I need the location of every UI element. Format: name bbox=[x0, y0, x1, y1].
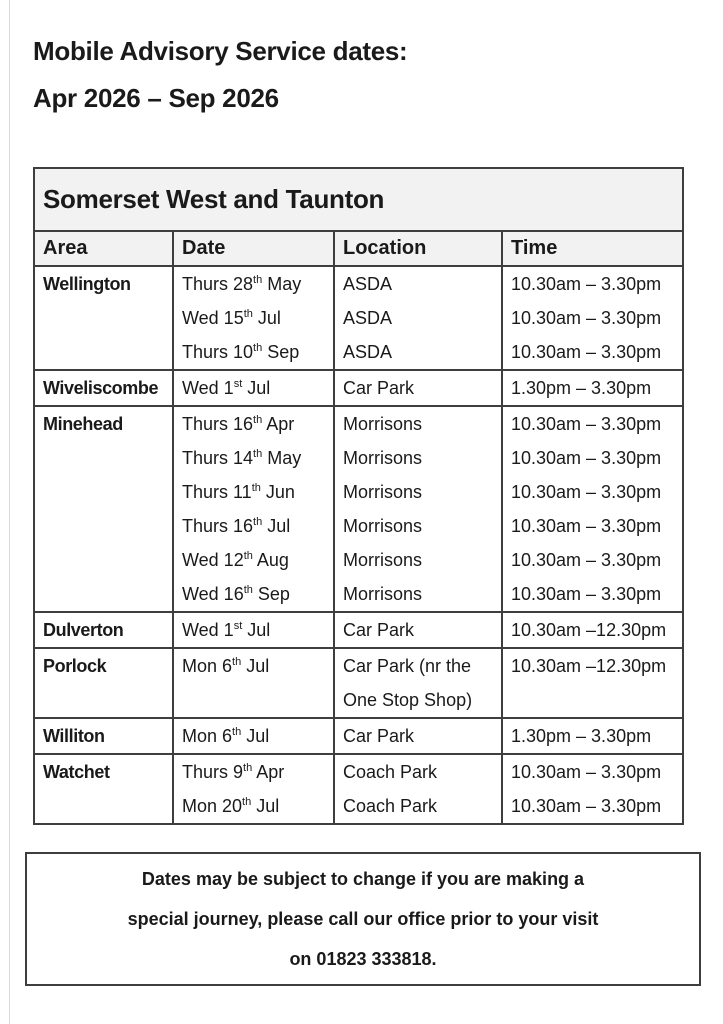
time-cell bbox=[502, 406, 683, 612]
title-block bbox=[33, 33, 407, 116]
date-month: Jul bbox=[262, 516, 291, 536]
visit-location: Car Park bbox=[343, 620, 415, 640]
time-cell bbox=[502, 718, 683, 754]
date-month: Jul bbox=[241, 726, 270, 746]
visit-location: Morrisons bbox=[343, 448, 423, 468]
ordinal-superscript: th bbox=[253, 448, 263, 460]
notice-line: on 01823 333818. bbox=[289, 949, 437, 969]
ordinal-superscript: th bbox=[253, 274, 263, 286]
date-month: Jul bbox=[241, 656, 270, 676]
location-cell bbox=[334, 266, 502, 370]
visit-location: Car Park bbox=[343, 726, 415, 746]
table-row bbox=[34, 612, 683, 648]
table-row bbox=[34, 266, 683, 370]
ordinal-superscript: th bbox=[232, 726, 242, 738]
visit-time: 10.30am – 3.30pm bbox=[511, 550, 662, 570]
visit-date bbox=[182, 335, 325, 369]
visit-date bbox=[182, 755, 325, 789]
visit-date bbox=[182, 267, 325, 301]
area-cell: Dulverton bbox=[34, 612, 173, 648]
date-day: Mon 6 bbox=[182, 656, 233, 676]
ordinal-superscript: th bbox=[251, 482, 261, 494]
visit-location: Car Park bbox=[343, 378, 415, 398]
location-cell bbox=[334, 718, 502, 754]
date-day: Thurs 16 bbox=[182, 414, 254, 434]
visit-time: 10.30am – 3.30pm bbox=[511, 762, 662, 782]
date-cell bbox=[173, 266, 334, 370]
page-title-line1: Mobile Advisory Service dates: bbox=[33, 36, 408, 66]
date-day: Thurs 10 bbox=[182, 342, 254, 362]
date-month: May bbox=[262, 274, 302, 294]
visit-time: 10.30am – 3.30pm bbox=[511, 584, 662, 604]
visit-date bbox=[182, 789, 325, 823]
area-cell: Minehead bbox=[34, 406, 173, 612]
visit-date bbox=[182, 301, 325, 335]
page-title-line2: Apr 2026 – Sep 2026 bbox=[33, 83, 279, 113]
area-cell: Wiveliscombe bbox=[34, 370, 173, 406]
date-month: May bbox=[262, 448, 302, 468]
date-month: Jul bbox=[242, 620, 271, 640]
time-cell bbox=[502, 266, 683, 370]
visit-location: ASDA bbox=[343, 342, 393, 362]
visit-date bbox=[182, 719, 325, 753]
date-month: Apr bbox=[262, 414, 295, 434]
date-cell bbox=[173, 406, 334, 612]
visit-time: 10.30am – 3.30pm bbox=[511, 482, 662, 502]
schedule-body bbox=[34, 266, 683, 824]
ordinal-superscript: st bbox=[233, 378, 243, 390]
region-title-band bbox=[34, 168, 683, 231]
notice-line: special journey, please call our office prior to your visit bbox=[127, 909, 599, 929]
visit-location: Coach Park bbox=[343, 796, 438, 816]
table-row bbox=[34, 718, 683, 754]
visit-date bbox=[182, 613, 325, 647]
date-month: Apr bbox=[252, 762, 285, 782]
notice-line: Dates may be subject to change if you are making a bbox=[141, 869, 585, 889]
location-cell bbox=[334, 612, 502, 648]
date-month: Jul bbox=[252, 308, 281, 328]
visit-location: Morrisons bbox=[343, 584, 423, 604]
date-month: Jul bbox=[242, 378, 271, 398]
table-row bbox=[34, 754, 683, 824]
notice-box bbox=[25, 852, 701, 986]
visit-time: 1.30pm – 3.30pm bbox=[511, 378, 652, 398]
date-cell bbox=[173, 754, 334, 824]
ordinal-superscript: th bbox=[253, 516, 263, 528]
table-row bbox=[34, 648, 683, 718]
visit-time: 10.30am – 3.30pm bbox=[511, 342, 662, 362]
visit-location: Morrisons bbox=[343, 516, 423, 536]
visit-location: Morrisons bbox=[343, 550, 423, 570]
column-header-location: Location bbox=[334, 231, 502, 266]
area-cell: Wellington bbox=[34, 266, 173, 370]
visit-date bbox=[182, 509, 325, 543]
time-cell bbox=[502, 648, 683, 718]
time-cell bbox=[502, 754, 683, 824]
date-cell bbox=[173, 370, 334, 406]
area-cell: Porlock bbox=[34, 648, 173, 718]
visit-location: Coach Park bbox=[343, 762, 438, 782]
location-cell bbox=[334, 754, 502, 824]
ordinal-superscript: th bbox=[243, 550, 253, 562]
date-day: Mon 6 bbox=[182, 726, 233, 746]
ordinal-superscript: th bbox=[243, 762, 253, 774]
ordinal-superscript: th bbox=[253, 342, 263, 354]
visit-time: 10.30am –12.30pm bbox=[511, 656, 667, 676]
visit-location: Morrisons bbox=[343, 482, 423, 502]
visit-time: 10.30am – 3.30pm bbox=[511, 516, 662, 536]
column-header-time: Time bbox=[502, 231, 683, 266]
date-month: Sep bbox=[252, 584, 290, 604]
visit-time: 10.30am – 3.30pm bbox=[511, 448, 662, 468]
visit-location: Car Park (nr the One Stop Shop) bbox=[343, 656, 473, 710]
ordinal-superscript: th bbox=[243, 308, 253, 320]
date-day: Mon 20 bbox=[182, 796, 243, 816]
column-header-area: Area bbox=[34, 231, 173, 266]
visit-date bbox=[182, 441, 325, 475]
date-day: Thurs 9 bbox=[182, 762, 244, 782]
area-cell: Watchet bbox=[34, 754, 173, 824]
date-month: Jul bbox=[251, 796, 280, 816]
visit-time: 10.30am – 3.30pm bbox=[511, 308, 662, 328]
date-day: Wed 16 bbox=[182, 584, 244, 604]
visit-date bbox=[182, 371, 325, 405]
visit-time: 1.30pm – 3.30pm bbox=[511, 726, 652, 746]
schedule-table bbox=[33, 167, 684, 825]
ordinal-superscript: th bbox=[253, 414, 263, 426]
page-edge-line bbox=[9, 0, 10, 1024]
visit-date bbox=[182, 543, 325, 577]
date-month: Aug bbox=[252, 550, 289, 570]
date-cell bbox=[173, 648, 334, 718]
date-day: Thurs 14 bbox=[182, 448, 254, 468]
ordinal-superscript: th bbox=[232, 656, 242, 668]
region-title: Somerset West and Taunton bbox=[34, 168, 683, 231]
date-day: Wed 15 bbox=[182, 308, 244, 328]
ordinal-superscript: st bbox=[233, 620, 243, 632]
table-row bbox=[34, 370, 683, 406]
date-cell bbox=[173, 612, 334, 648]
date-day: Wed 12 bbox=[182, 550, 244, 570]
date-day: Wed 1 bbox=[182, 620, 234, 640]
visit-time: 10.30am – 3.30pm bbox=[511, 796, 662, 816]
visit-location: ASDA bbox=[343, 274, 393, 294]
date-month: Jun bbox=[260, 482, 295, 502]
column-header-row bbox=[34, 231, 683, 266]
time-cell bbox=[502, 370, 683, 406]
location-cell bbox=[334, 406, 502, 612]
date-day: Thurs 16 bbox=[182, 516, 254, 536]
ordinal-superscript: th bbox=[243, 584, 253, 596]
table-row bbox=[34, 406, 683, 612]
visit-location: ASDA bbox=[343, 308, 393, 328]
location-cell bbox=[334, 370, 502, 406]
visit-date bbox=[182, 475, 325, 509]
visit-date bbox=[182, 407, 325, 441]
date-day: Thurs 11 bbox=[182, 482, 252, 502]
visit-date bbox=[182, 577, 325, 611]
visit-time: 10.30am –12.30pm bbox=[511, 620, 667, 640]
date-month: Sep bbox=[262, 342, 300, 362]
date-day: Wed 1 bbox=[182, 378, 234, 398]
visit-time: 10.30am – 3.30pm bbox=[511, 414, 662, 434]
visit-date bbox=[182, 649, 325, 683]
column-header-date: Date bbox=[173, 231, 334, 266]
date-day: Thurs 28 bbox=[182, 274, 254, 294]
time-cell bbox=[502, 612, 683, 648]
area-cell: Williton bbox=[34, 718, 173, 754]
date-cell bbox=[173, 718, 334, 754]
ordinal-superscript: th bbox=[242, 796, 252, 808]
visit-time: 10.30am – 3.30pm bbox=[511, 274, 662, 294]
location-cell bbox=[334, 648, 502, 718]
visit-location: Morrisons bbox=[343, 414, 423, 434]
